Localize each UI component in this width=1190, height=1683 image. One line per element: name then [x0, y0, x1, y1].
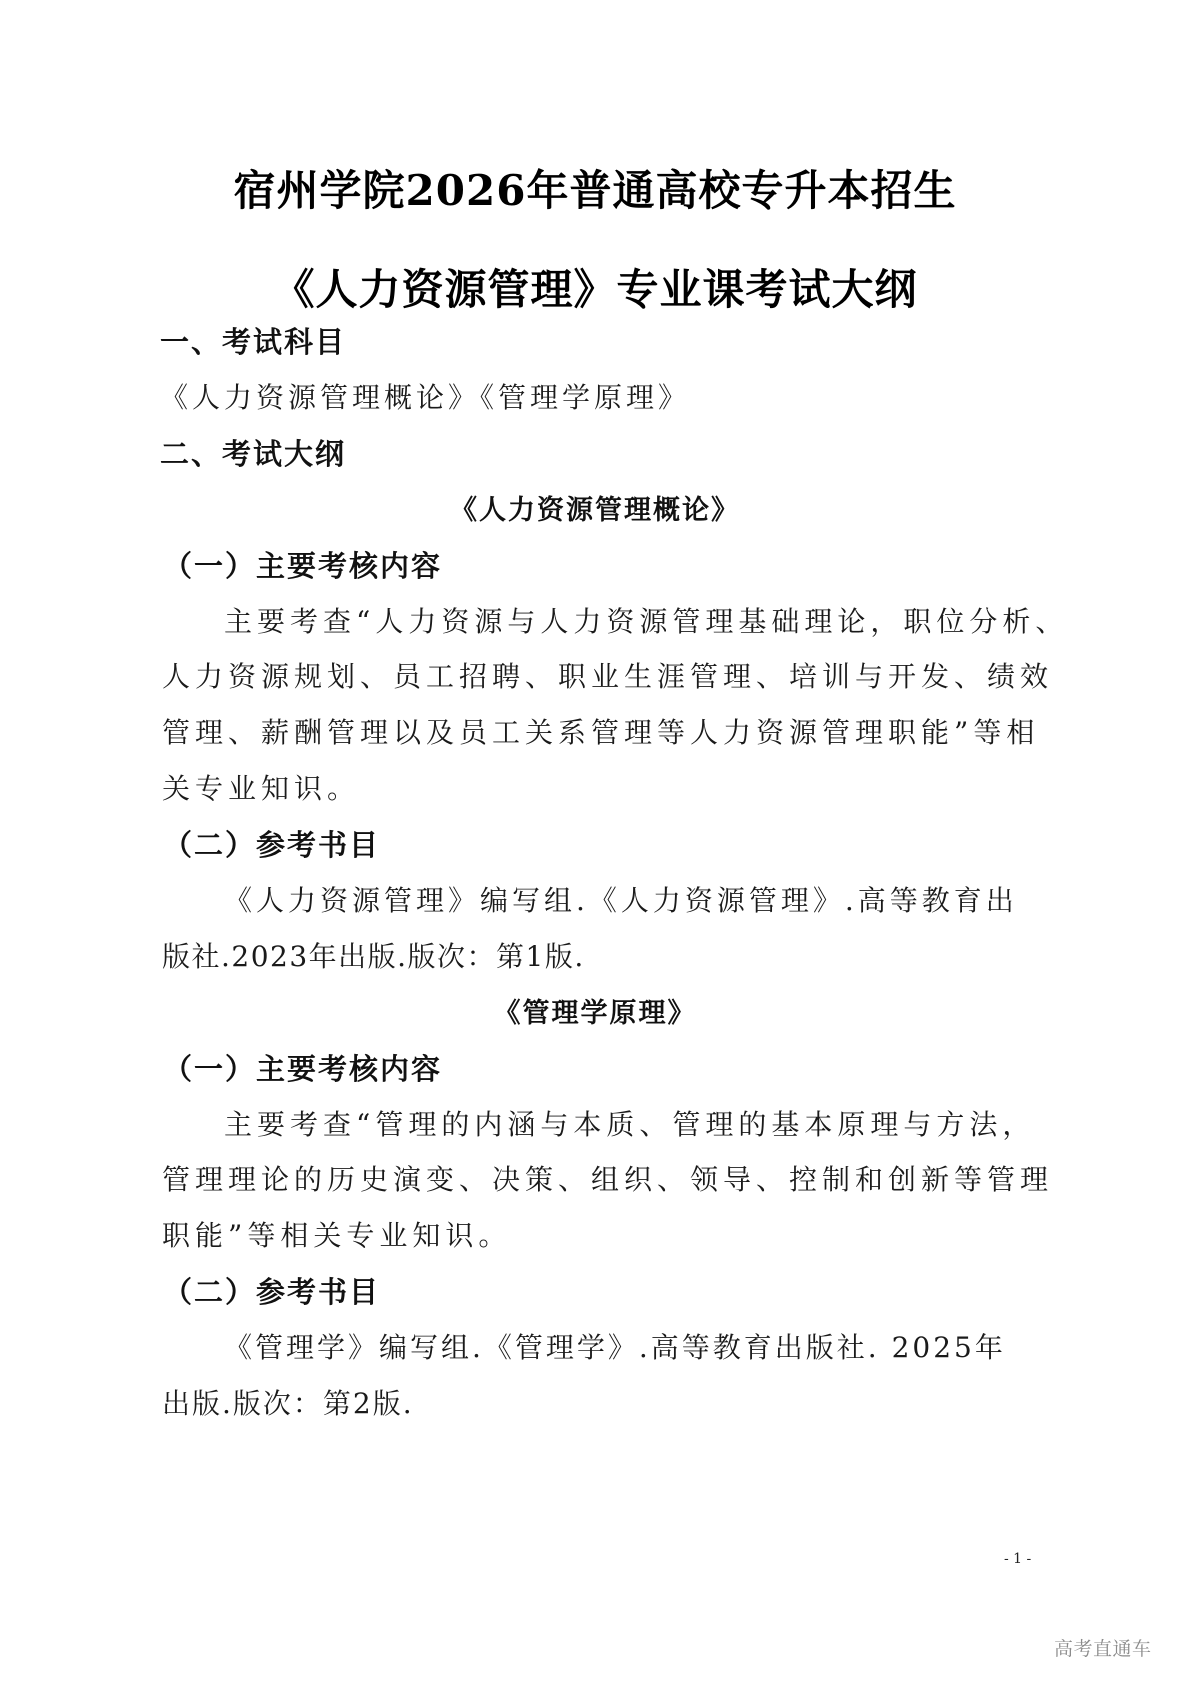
document-title-line1: 宿州学院2026年普通高校专升本招生	[233, 166, 957, 215]
hrm-content-line: 管理、薪酬管理以及员工关系管理等人力资源管理职能”等相	[162, 716, 1040, 749]
hrm-content-line: 关专业知识。	[162, 772, 361, 805]
management-book-line: 《管理学》编写组.《管理学》.高等教育出版社. 2025年	[224, 1331, 1006, 1364]
management-content-line: 主要考查“管理的内涵与本质、管理的基本原理与方法，	[224, 1108, 1036, 1141]
management-content-line: 职能”等相关专业知识。	[162, 1219, 512, 1252]
content-heading-hrm: （一）主要考核内容	[163, 549, 443, 583]
exam-subjects-text: 《人力资源管理概论》《管理学原理》	[160, 381, 691, 414]
books-heading-management: （二）参考书目	[163, 1275, 381, 1309]
watermark: 高考直通车	[1054, 1638, 1152, 1660]
content-heading-management: （一）主要考核内容	[163, 1052, 443, 1086]
section-heading-exam-outline: 二、考试大纲	[160, 437, 347, 471]
books-heading-hrm: （二）参考书目	[163, 828, 381, 862]
course-title-hrm: 《人力资源管理概论》	[450, 495, 740, 526]
course-title-management: 《管理学原理》	[493, 998, 697, 1029]
hrm-content-line: 主要考查“人力资源与人力资源管理基础理论，职位分析、	[224, 605, 1069, 638]
page-number: - 1 -	[1004, 1551, 1032, 1567]
section-heading-exam-subjects: 一、考试科目	[160, 325, 347, 359]
document-title-line2: 《人力资源管理》专业课考试大纲	[272, 265, 918, 314]
hrm-book-line: 版社.2023年出版.版次：第1版.	[162, 940, 585, 973]
hrm-book-line: 《人力资源管理》编写组.《人力资源管理》.高等教育出	[224, 884, 1018, 917]
management-content-line: 管理理论的历史演变、决策、组织、领导、控制和创新等管理	[162, 1163, 1054, 1196]
hrm-content-line: 人力资源规划、员工招聘、职业生涯管理、培训与开发、绩效	[162, 660, 1054, 693]
management-book-line: 出版.版次：第2版.	[162, 1387, 414, 1420]
